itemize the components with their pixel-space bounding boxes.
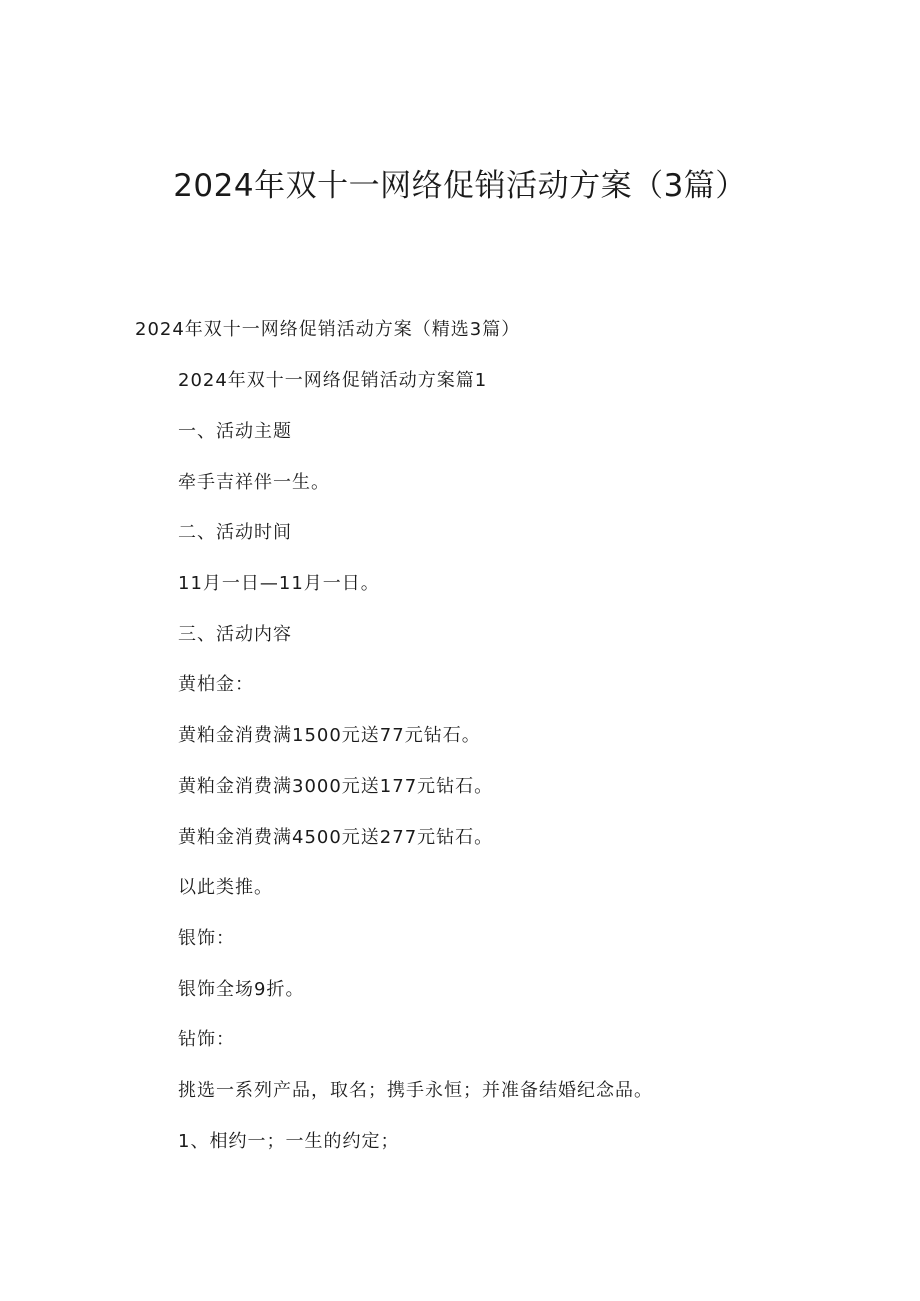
paragraph-time-text: 11月一日—11月一日。 bbox=[178, 573, 380, 594]
heading-activity-theme: 一、活动主题 bbox=[178, 421, 292, 442]
heading-activity-content: 三、活动内容 bbox=[178, 624, 292, 645]
paragraph-platinum-offer-3: 黄粕金消费满4500元送277元钻石。 bbox=[178, 827, 494, 848]
document-title: 2024年双十一网络促销活动方案（3篇） bbox=[173, 168, 747, 204]
paragraph-and-so-on: 以此类推。 bbox=[178, 877, 273, 898]
paragraph-silver-label: 银饰： bbox=[178, 928, 235, 949]
paragraph-theme-text: 牵手吉祥伴一生。 bbox=[178, 472, 330, 493]
heading-activity-time: 二、活动时间 bbox=[178, 522, 292, 543]
paragraph-diamond-offer: 挑选一系列产品，取名；携手永恒；并准备结婚纪念品。 bbox=[178, 1080, 653, 1101]
paragraph-platinum-offer-2: 黄粕金消费满3000元送177元钻石。 bbox=[178, 776, 494, 797]
document-subtitle: 2024年双十一网络促销活动方案（精选3篇） bbox=[135, 319, 521, 340]
paragraph-silver-offer: 银饰全场9折。 bbox=[178, 979, 305, 1000]
paragraph-platinum-label: 黄柏金： bbox=[178, 674, 254, 695]
section-heading-part-1: 2024年双十一网络促销活动方案篇1 bbox=[178, 370, 488, 391]
paragraph-list-item-1: 1、相约一；一生的约定； bbox=[178, 1131, 400, 1152]
paragraph-diamond-label: 钻饰： bbox=[178, 1029, 235, 1050]
paragraph-platinum-offer-1: 黄粕金消费满1500元送77元钻石。 bbox=[178, 725, 481, 746]
